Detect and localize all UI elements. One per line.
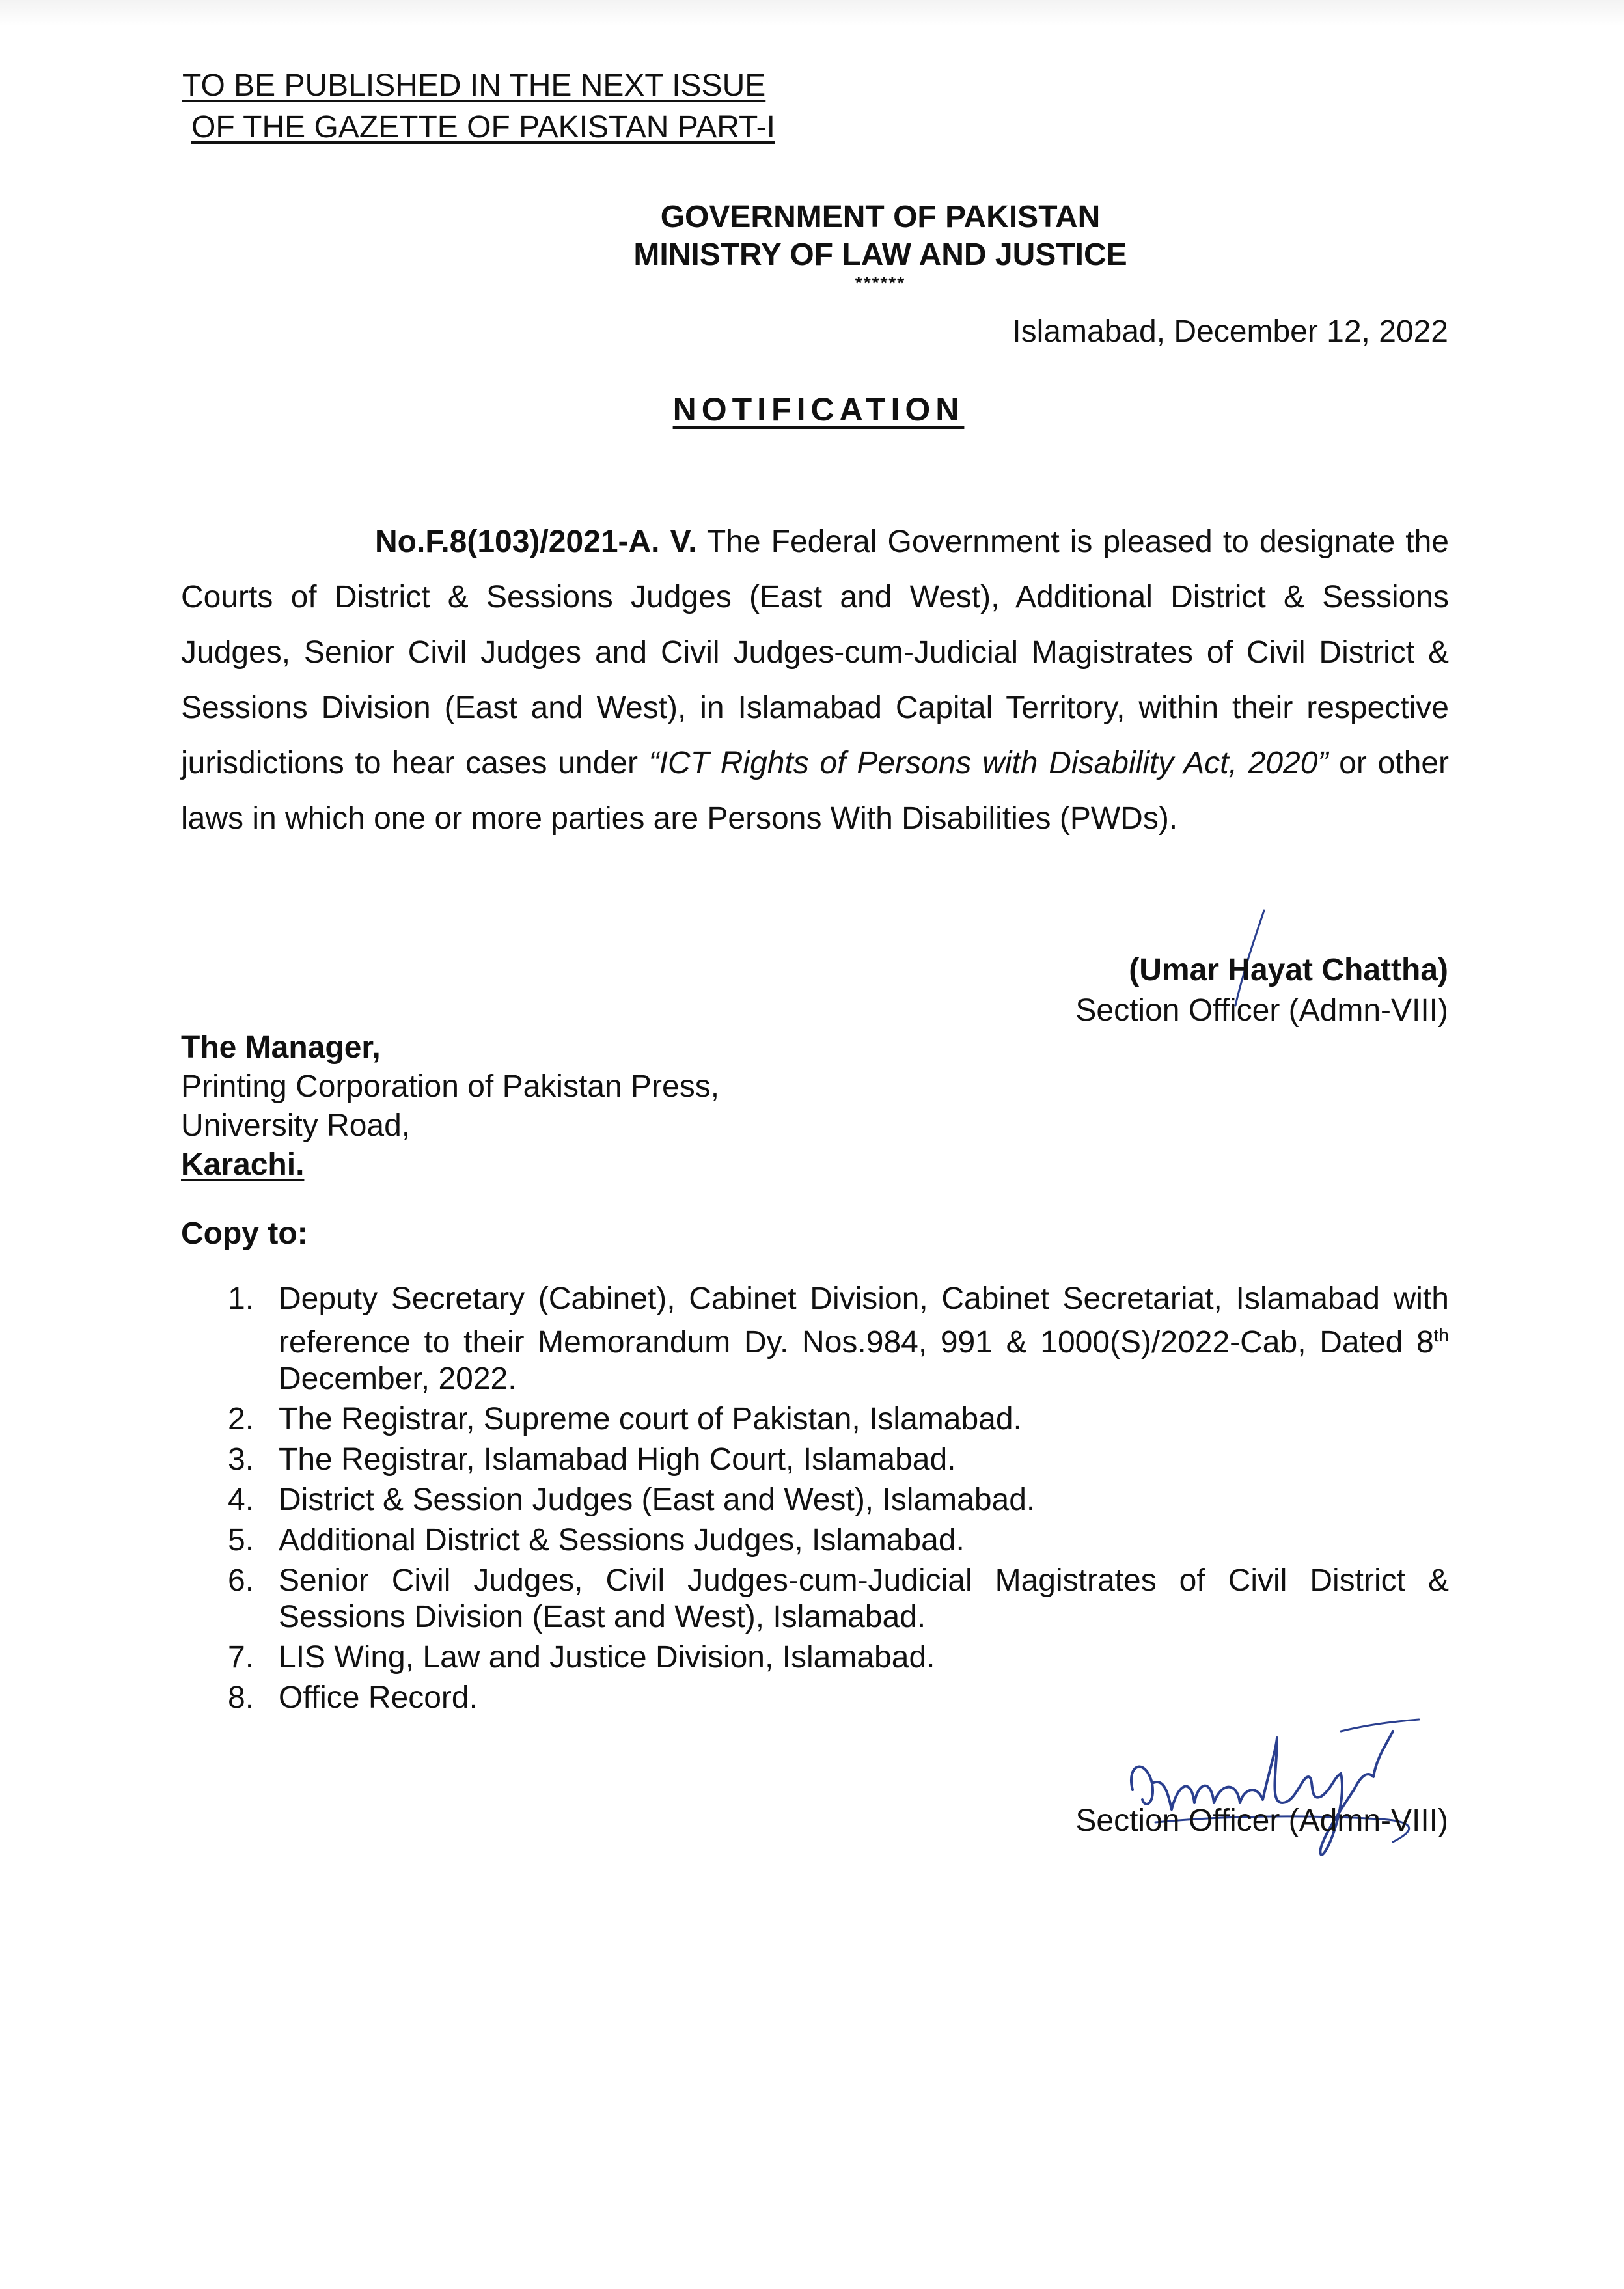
copy-to-item bbox=[228, 1563, 1449, 1636]
place-and-date: Islamabad, December 12, 2022 bbox=[1012, 314, 1448, 349]
list-number: 3. bbox=[228, 1442, 255, 1477]
scan-edge-shading bbox=[0, 0, 1624, 26]
list-text: The Registrar, Supreme court of Pakistan, Islamabad. bbox=[279, 1402, 1022, 1436]
list-text: Office Record. bbox=[279, 1680, 478, 1715]
gazette-line-2: OF THE GAZETTE OF PAKISTAN PART-I bbox=[191, 110, 775, 144]
copy-to-item bbox=[228, 1680, 1449, 1716]
addressee-line-2: University Road, bbox=[181, 1108, 411, 1143]
body-text-part-2: or other laws in which one or more parties are Persons With Disabilities (PWDs). bbox=[181, 746, 1449, 836]
copy-to-list bbox=[228, 1281, 1449, 1720]
list-number: 8. bbox=[228, 1680, 255, 1715]
list-text: Senior Civil Judges, Civil Judges-cum-Judicial Magistrates of Civil District & Sessions Division (East and West), Islamabad. bbox=[279, 1563, 1449, 1634]
list-number: 4. bbox=[228, 1483, 255, 1517]
gazette-publication-note bbox=[182, 65, 775, 148]
gazette-line-1: TO BE PUBLISHED IN THE NEXT ISSUE bbox=[182, 68, 766, 103]
list-number: 2. bbox=[228, 1402, 255, 1436]
copy-to-item bbox=[228, 1482, 1449, 1518]
government-heading: GOVERNMENT OF PAKISTAN bbox=[660, 200, 1101, 234]
list-text: The Registrar, Islamabad High Court, Islamabad. bbox=[279, 1442, 956, 1477]
list-text-end: December, 2022. bbox=[279, 1362, 517, 1396]
copy-to-item bbox=[228, 1401, 1449, 1438]
addressee-block bbox=[181, 1028, 719, 1185]
heading-separator-stars: ****** bbox=[855, 273, 906, 293]
copy-to-item bbox=[228, 1281, 1449, 1397]
notification-title: NOTIFICATION bbox=[672, 391, 965, 428]
list-number: 6. bbox=[228, 1563, 255, 1598]
letterhead bbox=[0, 199, 1624, 292]
list-text: Additional District & Sessions Judges, Islamabad. bbox=[279, 1523, 965, 1557]
copy-to-item bbox=[228, 1639, 1449, 1676]
addressee-line-1: Printing Corporation of Pakistan Press, bbox=[181, 1069, 720, 1104]
addressee-title: The Manager, bbox=[181, 1030, 381, 1065]
addressee-city: Karachi. bbox=[181, 1147, 305, 1182]
signatory-designation: Section Officer (Admn-VIII) bbox=[1075, 993, 1448, 1028]
copy-to-item bbox=[228, 1522, 1449, 1559]
body-text-part-1: The Federal Government is pleased to designate the Courts of District & Sessions Judges (East and West), Additional District & Sessions Judges, Senior Civil Judges and Civil Judges-cum-Judicial Magistrates of Civil District & Sessions Division (East and West), in Islamabad Capital Territory, within their respective jurisdictions to hear cases under bbox=[181, 525, 1449, 780]
signatory-block bbox=[1075, 950, 1448, 1031]
list-text-main: Deputy Secretary (Cabinet), Cabinet Division, Cabinet Secretariat, Islamabad with reference to their Memorandum Dy. Nos.984, 991 & 1000(S)/2022-Cab, Dated 8 bbox=[279, 1282, 1449, 1360]
list-number: 7. bbox=[228, 1640, 255, 1675]
notification-reference-number: No.F.8(103)/2021-A. V. bbox=[375, 525, 697, 559]
act-name: “ICT Rights of Persons with Disability Act, 2020” bbox=[648, 746, 1328, 780]
ministry-heading: MINISTRY OF LAW AND JUSTICE bbox=[633, 238, 1127, 272]
footer-signatory-designation: Section Officer (Admn-VIII) bbox=[1075, 1803, 1448, 1838]
copy-to-item bbox=[228, 1442, 1449, 1478]
list-number: 1. bbox=[228, 1282, 255, 1316]
signatory-name: (Umar Hayat Chattha) bbox=[1129, 953, 1448, 987]
list-text: LIS Wing, Law and Justice Division, Islamabad. bbox=[279, 1640, 935, 1675]
list-number: 5. bbox=[228, 1523, 255, 1557]
copy-to-heading: Copy to: bbox=[181, 1216, 308, 1251]
ordinal-suffix: th bbox=[1433, 1325, 1449, 1345]
handwritten-signature bbox=[1107, 1712, 1445, 1861]
list-text bbox=[279, 1281, 1449, 1397]
list-text: District & Session Judges (East and West), Islamabad. bbox=[279, 1483, 1036, 1517]
notification-body bbox=[181, 514, 1449, 846]
